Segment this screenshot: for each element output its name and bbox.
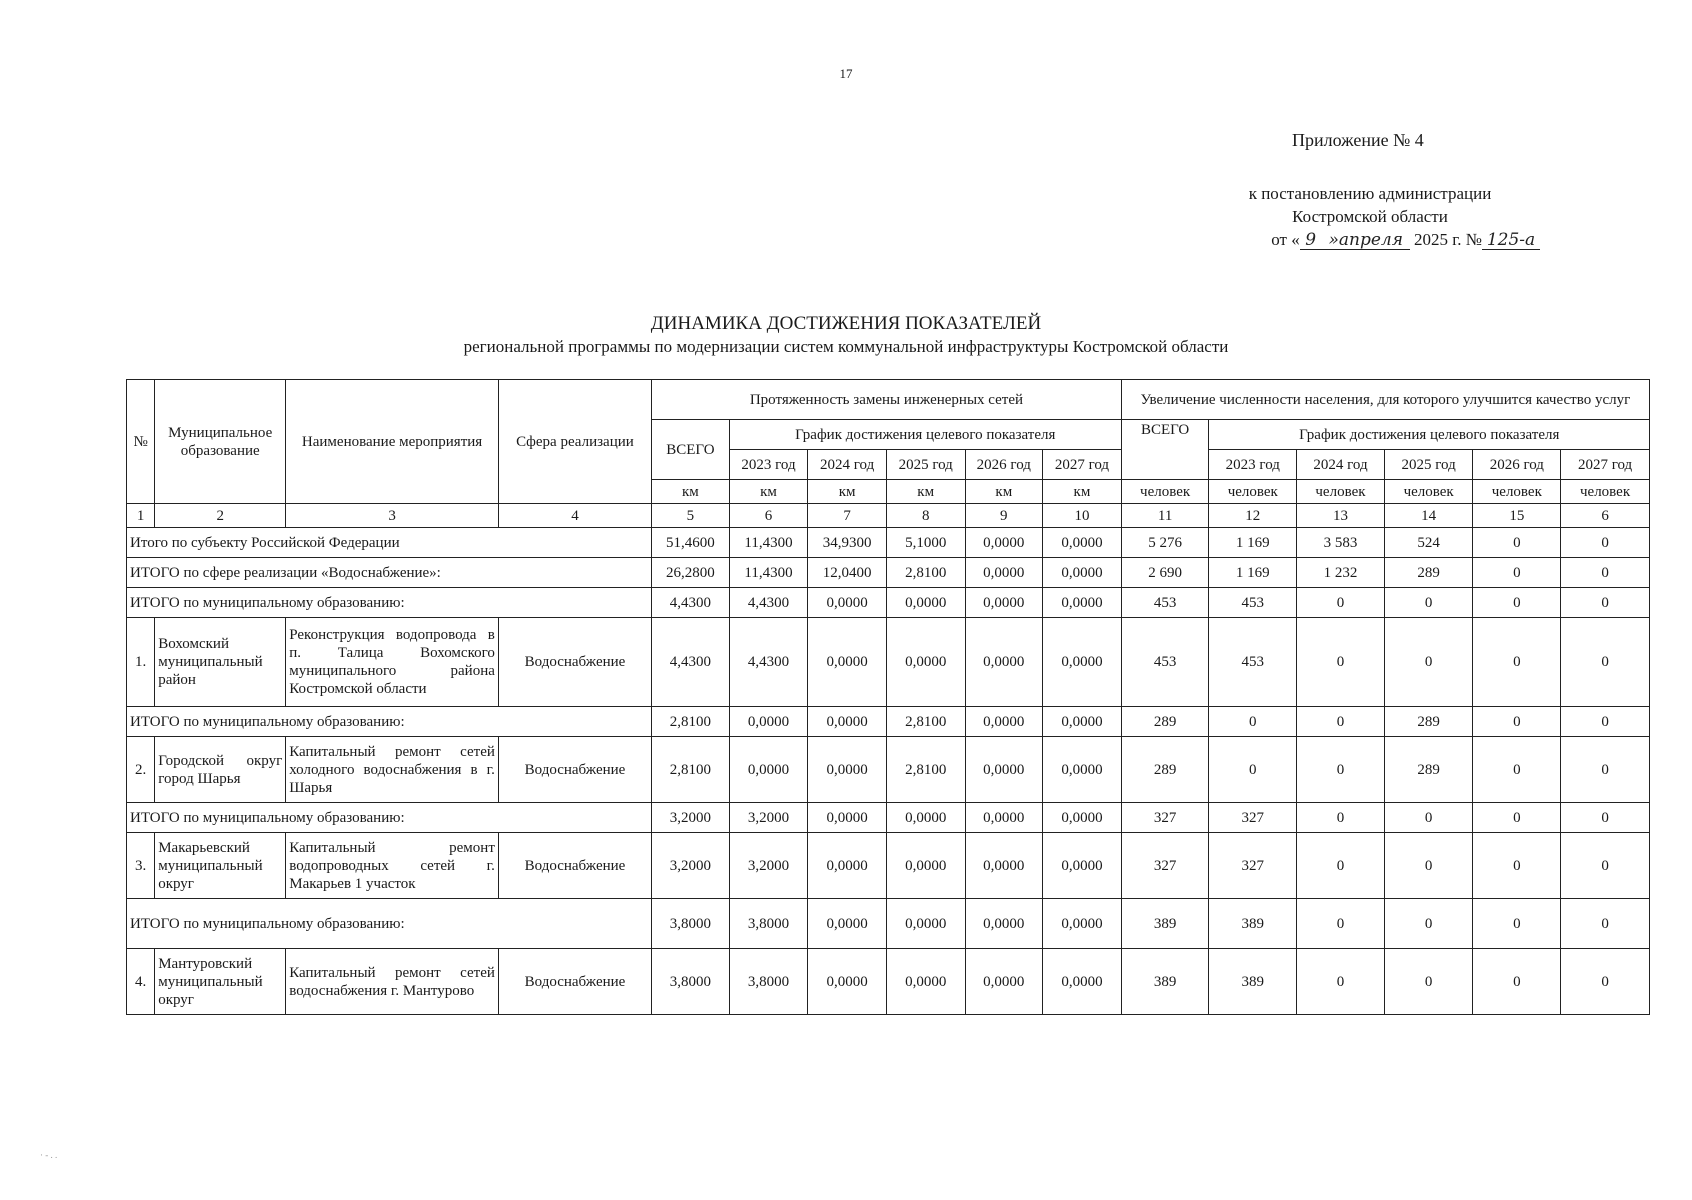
- measure-number: 3.: [127, 833, 155, 899]
- scan-mark: · - . .: [40, 1150, 58, 1160]
- header-length-schedule: График достижения целевого показателя: [729, 420, 1121, 450]
- total-row: [127, 528, 1650, 558]
- measure-value: 0: [1473, 737, 1561, 803]
- total-value: 3,2000: [729, 803, 808, 833]
- total-value: 1 169: [1209, 558, 1297, 588]
- length-year-1: 2023 год: [729, 450, 808, 480]
- total-label: ИТОГО по сфере реализации «Водоснабжение»:: [127, 558, 652, 588]
- total-row: [127, 588, 1650, 618]
- measure-value: 4,4300: [729, 618, 808, 707]
- total-value: 3 583: [1297, 528, 1385, 558]
- population-year-1: 2023 год: [1209, 450, 1297, 480]
- header-measure: Наименование мероприятия: [286, 380, 499, 504]
- total-value: 0: [1473, 707, 1561, 737]
- total-value: 5 276: [1121, 528, 1209, 558]
- header-population-total: ВСЕГО: [1121, 420, 1209, 480]
- measure-value: 0: [1297, 737, 1385, 803]
- measure-value: 0: [1561, 737, 1650, 803]
- measure-value: 3,2000: [652, 833, 730, 899]
- measure-municipality: Вохомский муниципальный район: [155, 618, 286, 707]
- length-year-2: 2024 год: [808, 450, 887, 480]
- indicators-table: [126, 379, 1650, 1015]
- total-value: 453: [1209, 588, 1297, 618]
- total-value: 0,0000: [808, 803, 887, 833]
- total-value: 0,0000: [965, 899, 1043, 949]
- total-value: 0: [1384, 803, 1473, 833]
- total-value: 1 232: [1297, 558, 1385, 588]
- measure-value: 0,0000: [965, 949, 1043, 1015]
- column-number: 13: [1297, 504, 1385, 528]
- measure-value: 3,2000: [729, 833, 808, 899]
- unit-km: км: [729, 480, 808, 504]
- total-value: 0: [1561, 588, 1650, 618]
- measure-value: 0,0000: [886, 833, 965, 899]
- document-subtitle: региональной программы по модернизации систем коммунальной инфраструктуры Костромской области: [463, 337, 1229, 356]
- population-year-2: 2024 год: [1297, 450, 1385, 480]
- document-title: ДИНАМИКА ДОСТИЖЕНИЯ ПОКАЗАТЕЛЕЙ: [650, 313, 1042, 334]
- total-row: [127, 707, 1650, 737]
- measure-value: 0: [1297, 949, 1385, 1015]
- measure-value: 0,0000: [965, 737, 1043, 803]
- measure-sphere: Водоснабжение: [498, 833, 651, 899]
- measure-value: 2,8100: [652, 737, 730, 803]
- total-value: 0,0000: [886, 803, 965, 833]
- measure-value: 0,0000: [729, 737, 808, 803]
- measure-name: Капитальный ремонт сетей холодного водоснабжения в г. Шарья: [286, 737, 499, 803]
- total-value: 4,4300: [729, 588, 808, 618]
- measure-row: [127, 737, 1650, 803]
- column-number: 2: [155, 504, 286, 528]
- total-value: 11,4300: [729, 528, 808, 558]
- total-value: 0: [1473, 803, 1561, 833]
- header-sphere: Сфера реализации: [498, 380, 651, 504]
- header-row-1: [127, 380, 1650, 420]
- total-value: 524: [1384, 528, 1473, 558]
- measure-value: 0: [1561, 618, 1650, 707]
- total-label: ИТОГО по муниципальному образованию:: [127, 588, 652, 618]
- total-value: 0,0000: [965, 528, 1043, 558]
- measure-value: 0,0000: [886, 949, 965, 1015]
- column-number: 6: [729, 504, 808, 528]
- measure-number: 1.: [127, 618, 155, 707]
- unit-km: км: [1043, 480, 1122, 504]
- measure-row: [127, 949, 1650, 1015]
- measure-municipality: Мантуровский муниципальный округ: [155, 949, 286, 1015]
- total-value: 0: [1473, 528, 1561, 558]
- total-label: ИТОГО по муниципальному образованию:: [127, 707, 652, 737]
- measure-number: 4.: [127, 949, 155, 1015]
- population-year-5: 2027 год: [1561, 450, 1650, 480]
- header-length-total: ВСЕГО: [652, 420, 730, 480]
- total-value: 0,0000: [1043, 588, 1122, 618]
- measure-value: 453: [1121, 618, 1209, 707]
- measure-value: 0,0000: [1043, 737, 1122, 803]
- total-value: 5,1000: [886, 528, 965, 558]
- measure-row: [127, 618, 1650, 707]
- header-municipality: Муниципальное образование: [155, 380, 286, 504]
- length-year-5: 2027 год: [1043, 450, 1122, 480]
- total-value: 289: [1121, 707, 1209, 737]
- page-number: 17: [839, 66, 853, 81]
- measure-value: 0: [1384, 618, 1473, 707]
- total-value: 0,0000: [965, 803, 1043, 833]
- measure-name: Капитальный ремонт сетей водоснабжения г. Мантурово: [286, 949, 499, 1015]
- total-label: ИТОГО по муниципальному образованию:: [127, 803, 652, 833]
- measure-value: 0,0000: [1043, 833, 1122, 899]
- total-value: 0: [1561, 707, 1650, 737]
- measure-sphere: Водоснабжение: [498, 618, 651, 707]
- measure-value: 289: [1121, 737, 1209, 803]
- decree-line-1: к постановлению администрации: [1248, 184, 1492, 203]
- total-value: 0: [1561, 899, 1650, 949]
- measure-value: 0,0000: [808, 737, 887, 803]
- total-value: 453: [1121, 588, 1209, 618]
- measure-value: 0,0000: [808, 618, 887, 707]
- decree-line-2: Костромской области: [1292, 207, 1448, 226]
- column-number: 4: [498, 504, 651, 528]
- total-value: 2,8100: [886, 707, 965, 737]
- unit-people: человек: [1473, 480, 1561, 504]
- measure-value: 453: [1209, 618, 1297, 707]
- total-value: 389: [1121, 899, 1209, 949]
- measure-value: 3,8000: [729, 949, 808, 1015]
- total-value: 0: [1561, 528, 1650, 558]
- decree-line-3: [1200, 228, 1540, 251]
- total-row: [127, 803, 1650, 833]
- column-number: 9: [965, 504, 1043, 528]
- total-value: 0,0000: [886, 588, 965, 618]
- total-label: ИТОГО по муниципальному образованию:: [127, 899, 652, 949]
- total-value: 0: [1561, 803, 1650, 833]
- column-number: 6: [1561, 504, 1650, 528]
- total-value: 34,9300: [808, 528, 887, 558]
- total-value: 0: [1209, 707, 1297, 737]
- column-number: 1: [127, 504, 155, 528]
- header-row-column-numbers: [127, 504, 1650, 528]
- measure-value: 0,0000: [1043, 618, 1122, 707]
- column-number: 3: [286, 504, 499, 528]
- total-value: 0,0000: [1043, 707, 1122, 737]
- decree-number: 125-а: [1482, 231, 1540, 250]
- total-value: 0: [1384, 588, 1473, 618]
- population-year-3: 2025 год: [1384, 450, 1473, 480]
- measure-value: 0: [1209, 737, 1297, 803]
- measure-value: 0: [1384, 833, 1473, 899]
- total-value: 0,0000: [965, 707, 1043, 737]
- unit-km: км: [886, 480, 965, 504]
- measure-value: 0,0000: [808, 949, 887, 1015]
- total-value: 0: [1297, 803, 1385, 833]
- total-value: 3,8000: [729, 899, 808, 949]
- decree-reference: [1200, 182, 1540, 251]
- column-number: 5: [652, 504, 730, 528]
- decree-year: 2025 г. №: [1413, 230, 1482, 249]
- measure-name: Капитальный ремонт водопроводных сетей г. Макарьев 1 участок: [286, 833, 499, 899]
- total-value: 0: [1561, 558, 1650, 588]
- total-value: 0: [1473, 899, 1561, 949]
- total-value: 2,8100: [652, 707, 730, 737]
- measure-value: 0,0000: [808, 833, 887, 899]
- measure-value: 0: [1297, 618, 1385, 707]
- total-value: 0,0000: [965, 588, 1043, 618]
- measure-value: 327: [1209, 833, 1297, 899]
- total-value: 4,4300: [652, 588, 730, 618]
- measure-value: 0,0000: [1043, 949, 1122, 1015]
- total-value: 51,4600: [652, 528, 730, 558]
- total-value: 0: [1384, 899, 1473, 949]
- total-row: [127, 558, 1650, 588]
- measure-sphere: Водоснабжение: [498, 737, 651, 803]
- total-value: 1 169: [1209, 528, 1297, 558]
- total-value: 0,0000: [808, 707, 887, 737]
- column-number: 11: [1121, 504, 1209, 528]
- measure-value: 3,8000: [652, 949, 730, 1015]
- decree-month: »апреля: [1322, 231, 1410, 250]
- column-number: 8: [886, 504, 965, 528]
- measure-sphere: Водоснабжение: [498, 949, 651, 1015]
- total-value: 389: [1209, 899, 1297, 949]
- total-value: 0,0000: [808, 899, 887, 949]
- unit-km: км: [652, 480, 730, 504]
- column-number: 10: [1043, 504, 1122, 528]
- column-number: 15: [1473, 504, 1561, 528]
- population-year-4: 2026 год: [1473, 450, 1561, 480]
- measure-value: 0: [1473, 949, 1561, 1015]
- header-no: №: [127, 380, 155, 504]
- column-number: 12: [1209, 504, 1297, 528]
- header-population-schedule: График достижения целевого показателя: [1209, 420, 1650, 450]
- total-value: 0,0000: [1043, 558, 1122, 588]
- total-value: 289: [1384, 707, 1473, 737]
- unit-people: человек: [1121, 480, 1209, 504]
- total-value: 26,2800: [652, 558, 730, 588]
- unit-people: человек: [1209, 480, 1297, 504]
- total-value: 0,0000: [729, 707, 808, 737]
- measure-value: 0,0000: [886, 618, 965, 707]
- unit-km: км: [808, 480, 887, 504]
- column-number: 14: [1384, 504, 1473, 528]
- header-length-group: Протяженность замены инженерных сетей: [652, 380, 1122, 420]
- total-value: 3,8000: [652, 899, 730, 949]
- measure-number: 2.: [127, 737, 155, 803]
- column-number: 7: [808, 504, 887, 528]
- measure-value: 0: [1384, 949, 1473, 1015]
- measure-value: 2,8100: [886, 737, 965, 803]
- total-value: 0: [1297, 588, 1385, 618]
- measure-municipality: Макарьевский муниципальный округ: [155, 833, 286, 899]
- measure-value: 0: [1561, 949, 1650, 1015]
- total-label: Итого по субъекту Российской Федерации: [127, 528, 652, 558]
- measure-value: 0: [1473, 618, 1561, 707]
- unit-people: человек: [1384, 480, 1473, 504]
- decree-prefix: от «: [1271, 230, 1300, 249]
- total-value: 12,0400: [808, 558, 887, 588]
- total-value: 0,0000: [1043, 899, 1122, 949]
- unit-people: человек: [1297, 480, 1385, 504]
- header-population-group: Увеличение численности населения, для которого улучшится качество услуг: [1121, 380, 1649, 420]
- total-value: 2,8100: [886, 558, 965, 588]
- length-year-4: 2026 год: [965, 450, 1043, 480]
- measure-value: 389: [1121, 949, 1209, 1015]
- measure-value: 289: [1384, 737, 1473, 803]
- total-value: 3,2000: [652, 803, 730, 833]
- measure-value: 0,0000: [965, 618, 1043, 707]
- total-value: 0,0000: [808, 588, 887, 618]
- total-value: 0,0000: [886, 899, 965, 949]
- decree-day: 9: [1300, 231, 1322, 250]
- total-value: 327: [1209, 803, 1297, 833]
- measure-value: 0: [1473, 833, 1561, 899]
- measure-municipality: Городской округ город Шарья: [155, 737, 286, 803]
- total-value: 0,0000: [1043, 803, 1122, 833]
- unit-people: человек: [1561, 480, 1650, 504]
- total-value: 0,0000: [965, 558, 1043, 588]
- total-value: 0: [1473, 588, 1561, 618]
- length-year-3: 2025 год: [886, 450, 965, 480]
- measure-value: 4,4300: [652, 618, 730, 707]
- total-value: 0: [1297, 707, 1385, 737]
- total-value: 289: [1384, 558, 1473, 588]
- total-value: 0: [1473, 558, 1561, 588]
- total-value: 11,4300: [729, 558, 808, 588]
- total-value: 327: [1121, 803, 1209, 833]
- measure-value: 327: [1121, 833, 1209, 899]
- measure-value: 0: [1561, 833, 1650, 899]
- total-value: 0: [1297, 899, 1385, 949]
- measure-value: 0: [1297, 833, 1385, 899]
- unit-km: км: [965, 480, 1043, 504]
- total-value: 0,0000: [1043, 528, 1122, 558]
- measure-name: Реконструкция водопровода в п. Талица Вохомского муниципального района Костромской области: [286, 618, 499, 707]
- measure-value: 0,0000: [965, 833, 1043, 899]
- total-row: [127, 899, 1650, 949]
- appendix-label: Приложение № 4: [1292, 130, 1424, 150]
- measure-value: 389: [1209, 949, 1297, 1015]
- total-value: 2 690: [1121, 558, 1209, 588]
- measure-row: [127, 833, 1650, 899]
